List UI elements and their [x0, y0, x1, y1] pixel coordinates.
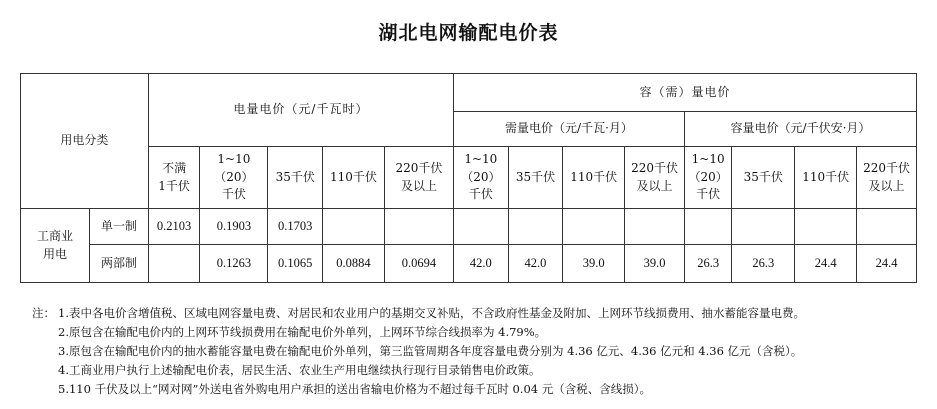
- energy-price-cell: 0.0694: [384, 245, 453, 283]
- header-row-1: [21, 74, 917, 112]
- energy-price-cell: [323, 209, 385, 245]
- energy-price-cell: [148, 245, 200, 283]
- page-title: 湖北电网输配电价表: [378, 22, 559, 44]
- notes-lead: 注：: [32, 306, 55, 320]
- capacity-price-header: 容（需）量电价: [454, 74, 917, 112]
- notes: [32, 304, 922, 399]
- group-label: 工商业 用电: [21, 209, 90, 283]
- capacity-level-header: 110千伏: [795, 147, 857, 209]
- capacity-level-header: 220千伏 及以上: [857, 147, 917, 209]
- capacity-level-header: 35千伏: [732, 147, 795, 209]
- demand-price-header: 需量电价（元/千瓦·月）: [454, 112, 685, 147]
- capacity-price-cell: 24.4: [795, 245, 857, 283]
- tariff-table: [20, 73, 917, 283]
- table-row-two-part: [21, 245, 917, 283]
- energy-level-header: 110千伏: [323, 147, 385, 209]
- note-text-4: 4.工商业用户执行上述输配电价表，居民生活、农业生产用电继续执行现行目录销售电价政策。: [58, 363, 541, 377]
- energy-level-header: 35千伏: [268, 147, 323, 209]
- demand-price-cell: 39.0: [563, 245, 625, 283]
- demand-price-cell: [508, 209, 563, 245]
- capacity-price-cell: [795, 209, 857, 245]
- note-item-3: [32, 342, 922, 361]
- capacity-price-cell: [857, 209, 917, 245]
- demand-level-header: 110千伏: [563, 147, 625, 209]
- capacity-price-cell: [684, 209, 731, 245]
- energy-price-cell: 0.2103: [148, 209, 200, 245]
- energy-level-header: 不满 1千伏: [148, 147, 200, 209]
- category-header: 用电分类: [21, 74, 149, 209]
- demand-price-cell: [563, 209, 625, 245]
- demand-price-cell: 39.0: [625, 245, 685, 283]
- energy-price-cell: 0.1065: [268, 245, 323, 283]
- demand-level-header: 35千伏: [508, 147, 563, 209]
- note-item-5: [32, 380, 922, 399]
- energy-price-cell: 0.1703: [268, 209, 323, 245]
- energy-price-header: 电量电价（元/千瓦时）: [148, 74, 453, 147]
- energy-price-cell: 0.1903: [200, 209, 268, 245]
- capacity-price-cell: 24.4: [857, 245, 917, 283]
- energy-level-header: 1~10（20） 千伏: [200, 147, 268, 209]
- note-text-1: 1.表中各电价含增值税、区域电网容量电费、对居民和农业用户的基期交叉补贴，不含政府性基金及附加、上网环节线损费用、抽水蓄能容量电费。: [58, 306, 805, 320]
- row-label: 单一制: [90, 209, 149, 245]
- demand-price-cell: [454, 209, 509, 245]
- row-label: 两部制: [90, 245, 149, 283]
- note-text-2: 2.原包含在输配电价内的上网环节线损费用在输配电价外单列，上网环节综合线损率为 4.79%。: [58, 325, 547, 339]
- note-item-4: [32, 361, 922, 380]
- capacity-sub-header: 容量电价（元/千伏安·月）: [684, 112, 916, 147]
- capacity-price-cell: [732, 209, 795, 245]
- energy-price-cell: [384, 209, 453, 245]
- capacity-price-cell: 26.3: [732, 245, 795, 283]
- note-text-3: 3.原包含在输配电价内的抽水蓄能容量电费在输配电价外单列，第三监管周期各年度容量电费分别为 4.36 亿元、4.36 亿元和 4.36 亿元（含税）。: [58, 344, 803, 358]
- note-item-2: [32, 323, 922, 342]
- demand-level-header: 220千伏 及以上: [625, 147, 685, 209]
- capacity-price-cell: 26.3: [684, 245, 731, 283]
- capacity-level-header: 1~10 （20） 千伏: [684, 147, 731, 209]
- demand-price-cell: 42.0: [454, 245, 509, 283]
- voltage-level-row: [21, 147, 917, 209]
- energy-price-cell: 0.0884: [323, 245, 385, 283]
- demand-level-header: 1~10 （20） 千伏: [454, 147, 509, 209]
- energy-price-cell: 0.1263: [200, 245, 268, 283]
- note-text-5: 5.110 千伏及以上“网对网”外送电省外购电用户承担的送出省输电价格为不超过每千瓦时 0.04 元（含税、含线损）。: [58, 382, 651, 396]
- table-row-single: [21, 209, 917, 245]
- energy-level-header: 220千伏 及以上: [384, 147, 453, 209]
- demand-price-cell: [625, 209, 685, 245]
- note-item-1: [32, 304, 922, 323]
- demand-price-cell: 42.0: [508, 245, 563, 283]
